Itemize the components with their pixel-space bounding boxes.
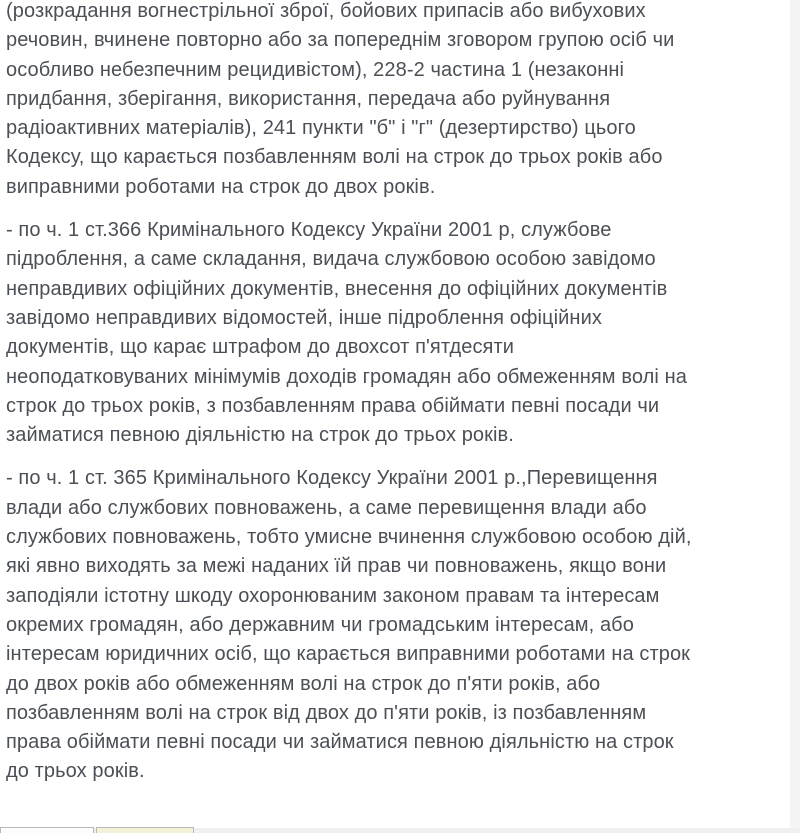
text-line: документів, що карає штрафом до двохсот п'ятдесяти [6,336,515,359]
text-line: неоподатковуваних мінімумів доходів громадян або обмеженням волі на [6,365,687,388]
text-line: особливо небезпечним рецидивістом), 228-2 частина 1 (незаконні [6,58,625,81]
text-line: службових повноважень, тобто умисне вчинення службовою особою дій, [6,526,692,549]
text-line: до двох років або обмеженням волі на строк до п'яти років, або [6,672,601,695]
text-line: радіоактивних матеріалів), 241 пункти "б" і "г" (дезертирство) цього [6,117,636,140]
text-line: окремих громадян, або державним чи громадським інтересам, або [6,613,634,636]
text-line: придбання, зберігання, використання, передача або руйнування [6,87,611,110]
text-line: - по ч. 1 ст.366 Кримінального Кодексу України 2001 р, службове [6,219,612,242]
paragraph-article-365 [6,464,786,786]
text-line: підроблення, а саме складання, видача службовою особою завідомо [6,248,656,271]
text-line: завідомо неправдивих відомостей, інше підроблення офіційних [6,306,602,329]
text-line: до трьох років. [6,760,145,783]
text-line: заподіяли істотну шкоду охоронюваним законом правам та інтересам [6,584,660,607]
text-line: займатися певною діяльністю на строк до трьох років. [6,424,514,447]
vertical-scrollbar[interactable] [790,0,800,833]
paragraph-continuation [6,0,786,202]
text-line: влади або службових повноважень, а саме перевищення влади або [6,496,647,519]
text-line: (розкрадання вогнестрільної зброї, бойових припасів або вибухових [6,0,646,22]
paragraph-article-366 [6,216,786,450]
text-line: речовин, вчинене повторно або за попереднім зговором групою осіб чи [6,29,675,52]
bottom-tab-strip [0,828,800,833]
bottom-tab[interactable] [0,827,94,833]
text-line: інтересам юридичних осіб, що карається виправними роботами на строк [6,643,691,666]
text-line: які явно виходять за межі наданих їй прав чи повноважень, якщо вони [6,555,667,578]
text-line: позбавленням волі на строк від двох до п'яти років, із позбавленням [6,701,647,724]
text-line: строк до трьох років, з позбавленням права обіймати певні посади чи [6,394,660,417]
text-line: права обіймати певні посади чи займатися певною діяльністю на строк [6,731,674,754]
text-line: неправдивих офіційних документів, внесення до офіційних документів [6,277,668,300]
document-body [6,0,786,801]
bottom-tab-active[interactable] [96,827,194,833]
text-line: виправними роботами на строк до двох років. [6,175,436,198]
text-line: Кодексу, що карається позбавленням волі на строк до трьох років або [6,146,663,169]
text-line: - по ч. 1 ст. 365 Кримінального Кодексу України 2001 р.,Перевищення [6,467,658,490]
